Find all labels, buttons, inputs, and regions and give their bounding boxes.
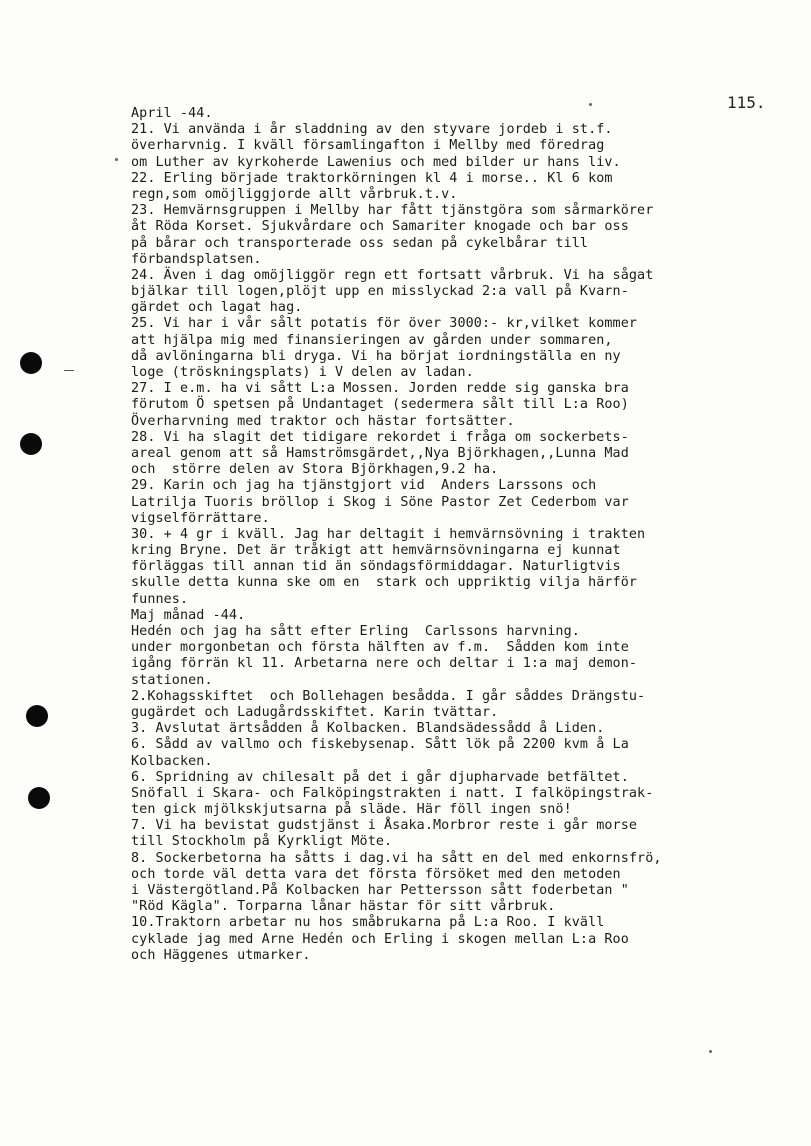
text-line: 6. Sådd av vallmo och fiskebysenap. Sått lök på 2200 kvm å La — [131, 737, 629, 753]
text-line: och Häggenes utmarker. — [131, 947, 311, 963]
text-line: i Västergötland.På Kolbacken har Pettersson sått foderbetan " — [131, 883, 629, 898]
text-line: stationen. — [131, 672, 213, 688]
text-line: 29. Karin och jag ha tjänstgjort vid Anders Larssons och — [131, 478, 597, 494]
text-line: vigselförrättare. — [131, 510, 270, 526]
text-line: 30. + 4 gr i kväll. Jag har deltagit i hemvärnsövning i trakten — [131, 526, 646, 542]
text-line: förutom Ö spetsen på Undantaget (sedermera sålt till L:a Roo) — [131, 397, 629, 413]
text-line: på bårar och transporterade oss sedan på cykelbårar till — [131, 235, 589, 251]
text-line: förbandsplatsen. — [131, 251, 262, 267]
text-line: om Luther av kyrkoherde Lawenius och med bilder ur hans liv. — [131, 154, 621, 170]
text-line: Snöfall i Skara- och Falköpingstrakten i natt. I falköpingstrak- — [131, 785, 654, 801]
text-line: under morgonbetan och första hälften av f.m. Sådden kom inte — [131, 640, 629, 656]
text-line: "Röd Kägla". Torparna lånar hästar för sitt vårbruk. — [131, 899, 556, 915]
text-line: och torde väl detta vara det första försöket med den metoden — [131, 866, 621, 882]
text-line: areal genom att så Hamströmsgärdet,,Nya Björkhagen,,Lunna Mad — [131, 445, 629, 461]
text-line: förläggas till annan tid än söndagsförmiddagar. Naturligtvis — [131, 559, 621, 575]
text-line: ten gick mjölkskjutsarna på släde. Här föll ingen snö! — [131, 802, 572, 818]
text-line: till Stockholm på Kyrkligt Möte. — [131, 834, 393, 850]
text-line: åt Röda Korset. Sjukvårdare och Samariter knogade och bar oss — [131, 219, 629, 235]
text-line: igång förrän kl 11. Arbetarna nere och deltar i 1:a maj demon- — [131, 656, 638, 672]
text-line: gärdet och lagat hag. — [131, 300, 303, 316]
text-line: 8. Sockerbetorna ha såtts i dag.vi ha sått en del med enkornsfrö, — [131, 850, 662, 866]
text-line: Hedén och jag ha sått efter Erling Carlssons harvning. — [131, 624, 580, 639]
page-number: 115. — [727, 93, 766, 112]
text-line: 24. Även i dag omöjliggör regn ett fortsatt vårbruk. Vi ha sågat — [131, 267, 654, 283]
punch-hole — [26, 705, 48, 727]
text-line: skulle detta kunna ske om en stark och uppriktig vilja härför — [131, 575, 638, 591]
text-line: att hjälpa mig med finansieringen av gården under sommaren, — [131, 332, 613, 348]
punch-hole — [28, 787, 50, 809]
text-line: 23. Hemvärnsgruppen i Mellby har fått tjänstgöra som sårmarkörer — [131, 203, 654, 219]
text-line: 3. Avslutat ärtsådden å Kolbacken. Blandsädessådd å Liden. — [131, 721, 605, 737]
page-speck — [709, 1050, 712, 1053]
punch-hole — [20, 433, 42, 455]
text-line: och större delen av Stora Björkhagen,9.2 ha. — [131, 462, 499, 478]
page-speck — [115, 158, 118, 161]
text-line: April -44. — [131, 106, 213, 121]
text-line: 10.Traktorn arbetar nu hos småbrukarna på L:a Roo. I kväll — [131, 915, 605, 931]
text-line: 22. Erling började traktorkörningen kl 4 i morse.. Kl 6 kom — [131, 170, 613, 186]
text-line: 7. Vi ha bevistat gudstjänst i Åsaka.Morbror reste i går morse — [131, 818, 638, 834]
text-line: Maj månad -44. — [131, 607, 246, 623]
text-line: funnes. — [131, 591, 189, 607]
text-line: 21. Vi använda i år sladdning av den styvare jordeb i st.f. — [131, 122, 613, 138]
text-line: kring Bryne. Det är tråkigt att hemvärnsövningarna ej kunnat — [131, 543, 621, 559]
punch-hole — [20, 352, 42, 374]
text-line: Kolbacken. — [131, 753, 213, 769]
text-line: Överharvning med traktor och hästar fortsätter. — [131, 413, 515, 429]
text-line: 27. I e.m. ha vi sått L:a Mossen. Jorden redde sig ganska bra — [131, 381, 629, 397]
text-line: regn,som omöjliggjorde allt vårbruk.t.v. — [131, 186, 458, 202]
typed-diary-text — [131, 106, 791, 964]
text-line: då avlöningarna bli dryga. Vi ha börjat iordningställa en ny — [131, 348, 621, 364]
text-line: gugärdet och Ladugårdsskiftet. Karin tvättar. — [131, 704, 499, 720]
text-line: 25. Vi har i vår sålt potatis för över 3000:- kr,vilket kommer — [131, 316, 638, 332]
text-line: loge (tröskningsplats) i V delen av ladan. — [131, 365, 474, 380]
text-line: överharvnig. I kväll församlingafton i Mellby med föredrag — [131, 138, 605, 154]
text-line: 6. Spridning av chilesalt på det i går djupharvade betfältet. — [131, 769, 629, 785]
text-line: Latrilja Tuoris bröllop i Skog i Söne Pastor Zet Cederbom var — [131, 494, 629, 510]
text-line: bjälkar till logen,plöjt upp en misslyckad 2:a vall på Kvarn- — [131, 284, 629, 300]
text-line: 28. Vi ha slagit det tidigare rekordet i fråga om sockerbets- — [131, 429, 629, 445]
text-line: cyklade jag med Arne Hedén och Erling i skogen mellan L:a Roo — [131, 931, 629, 947]
text-line: 2.Kohagsskiftet och Bollehagen besådda. I går såddes Drängstu- — [131, 688, 646, 704]
margin-mark — [64, 370, 74, 371]
